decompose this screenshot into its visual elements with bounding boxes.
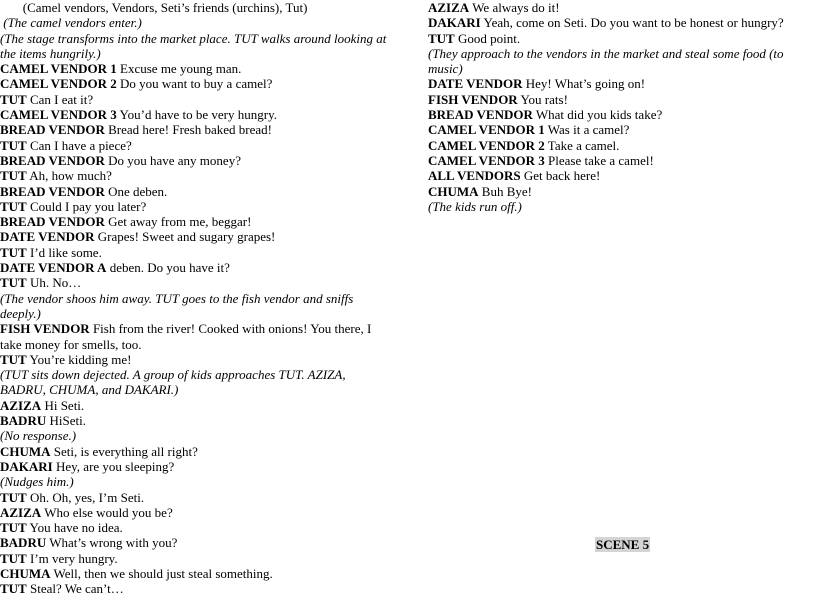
dialogue-text: deben. Do you have it? [106,260,230,276]
dialogue-line [428,76,808,91]
speaker-name: AZIZA [0,397,42,413]
dialogue-text: Was it a camel? [544,122,630,138]
dialogue-text: Can I eat it? [26,91,94,107]
dialogue-text: What did you kids take? [532,107,663,123]
dialogue-line [0,214,392,229]
speaker-name: ALL VENDORS [428,168,521,184]
speaker-name: AZIZA [428,0,470,15]
dialogue-line [0,444,392,459]
stage-direction: (The camel vendors enter.) [0,15,142,31]
dialogue-text: We always do it! [469,0,560,15]
dialogue-text: Uh. No… [26,275,82,291]
speaker-name: BREAD VENDOR [0,183,105,199]
dialogue-text: Hey, are you sleeping? [52,458,175,474]
speaker-name: CHUMA [0,443,51,459]
dialogue-line [428,31,808,46]
dialogue-line [428,168,808,183]
speaker-name: AZIZA [0,504,42,520]
dialogue-line [0,76,392,91]
dialogue-line [0,581,392,596]
dialogue-text: What’s wrong with you? [46,535,178,551]
speaker-name: DAKARI [428,15,481,31]
dialogue-line [428,92,808,107]
dialogue-text: You’re kidding me! [26,351,132,367]
dialogue-line [0,168,392,183]
dialogue-text: Excuse me young man. [116,61,242,77]
speaker-name: TUT [0,137,27,153]
cast-list: (Camel vendors, Vendors, Seti’s friends (urchins), Tut) [0,0,308,15]
speaker-name: CAMEL VENDOR 2 [0,76,117,92]
dialogue-line [428,0,808,15]
dialogue-text: Fish from the river! Cooked with onions! You there, I take money for smells, too. [0,321,372,352]
stage-direction: (The stage transforms into the market place. TUT walks around looking at the items hungrily.) [0,30,390,61]
dialogue-line [428,184,808,199]
dialogue-text: Grapes! Sweet and sugary grapes! [94,229,276,245]
stage-direction: (The kids run off.) [428,198,522,214]
dialogue-text: Buh Bye! [478,183,532,199]
dialogue-text: Please take a camel! [544,152,654,168]
dialogue-text: Oh. Oh, yes, I’m Seti. [26,489,145,505]
stage-direction: (Nudges him.) [0,474,74,490]
speaker-name: BREAD VENDOR [0,214,105,230]
stage-direction: (No response.) [0,428,77,444]
dialogue-line [428,153,808,168]
dialogue-line [0,275,392,290]
stage-direction: (The vendor shoos him away. TUT goes to the fish vendor and sniffs deeply.) [0,290,357,321]
dialogue-line [0,61,392,76]
scene-heading: SCENE 5 [596,537,650,552]
dialogue-text: I’d like some. [26,244,102,260]
script-column-left [0,0,392,597]
speaker-name: TUT [0,244,27,260]
speaker-name: TUT [0,550,27,566]
dialogue-text: I’m very hungry. [26,550,118,566]
dialogue-line [0,459,392,474]
dialogue-line [0,229,392,244]
speaker-name: CAMEL VENDOR 1 [0,61,117,77]
dialogue-text: Ah, how much? [26,168,112,184]
dialogue-line [0,321,392,352]
dialogue-line [0,184,392,199]
speaker-name: DATE VENDOR [428,76,523,92]
dialogue-text: Do you want to buy a camel? [116,76,273,92]
speaker-name: FISH VENDOR [428,91,518,107]
dialogue-text: Good point. [454,30,521,46]
speaker-name: DATE VENDOR A [0,260,107,276]
dialogue-line [0,199,392,214]
dialogue-text: Get away from me, beggar! [104,214,252,230]
dialogue-line [0,413,392,428]
dialogue-text: Yeah, come on Seti. Do you want to be honest or hungry? [480,15,784,31]
speaker-name: TUT [428,30,455,46]
dialogue-text: Take a camel. [544,137,620,153]
speaker-name: BREAD VENDOR [0,152,105,168]
speaker-name: CHUMA [428,183,479,199]
speaker-name: TUT [0,489,27,505]
speaker-name: TUT [0,168,27,184]
dialogue-line [0,138,392,153]
dialogue-text: HiSeti. [46,413,86,429]
stage-direction: (They approach to the vendors in the market and steal some food (to music) [428,45,787,77]
dialogue-line [0,520,392,535]
speaker-name: TUT [0,198,27,214]
speaker-name: FISH VENDOR [0,321,90,337]
dialogue-text: Bread here! Fresh baked bread! [104,122,272,138]
speaker-name: CAMEL VENDOR 1 [428,122,545,138]
speaker-name: BREAD VENDOR [428,107,533,123]
speaker-name: TUT [0,520,27,536]
dialogue-line [0,535,392,550]
dialogue-line [0,122,392,137]
speaker-name: TUT [0,91,27,107]
speaker-name: TUT [0,581,27,597]
dialogue-line [0,505,392,520]
speaker-name: CAMEL VENDOR 3 [0,107,117,123]
dialogue-text: You’d have to be very hungry. [116,107,277,123]
dialogue-line [0,398,392,413]
dialogue-line [428,138,808,153]
speaker-name: CAMEL VENDOR 3 [428,152,545,168]
speaker-name: DATE VENDOR [0,229,95,245]
stage-direction: (TUT sits down dejected. A group of kids approaches TUT. AZIZA, BADRU, CHUMA, and DAKARI.) [0,367,349,398]
dialogue-text: Can I have a piece? [26,137,132,153]
dialogue-text: Seti, is everything all right? [50,443,198,459]
dialogue-line [0,551,392,566]
dialogue-text: You have no idea. [26,520,123,536]
dialogue-line [0,566,392,581]
dialogue-line [428,107,808,122]
speaker-name: TUT [0,275,27,291]
speaker-name: CAMEL VENDOR 2 [428,137,545,153]
dialogue-line [428,15,808,30]
dialogue-line [0,153,392,168]
speaker-name: CHUMA [0,565,51,581]
dialogue-text: Get back here! [520,168,601,184]
dialogue-text: Who else would you be? [41,504,173,520]
dialogue-line [428,122,808,137]
dialogue-line [0,107,392,122]
dialogue-text: Steal? We can’t… [26,581,124,597]
dialogue-text: You rats! [517,91,568,107]
dialogue-line [0,245,392,260]
speaker-name: BADRU [0,535,47,551]
dialogue-text: Could I pay you later? [26,198,147,214]
dialogue-text: Do you have any money? [104,152,241,168]
dialogue-line [0,490,392,505]
dialogue-text: One deben. [104,183,168,199]
dialogue-text: Hi Seti. [41,397,85,413]
script-column-right [428,0,808,214]
speaker-name: DAKARI [0,458,53,474]
dialogue-text: Well, then we should just steal something. [50,565,273,581]
dialogue-text: Hey! What’s going on! [522,76,646,92]
dialogue-line [0,352,392,367]
speaker-name: BREAD VENDOR [0,122,105,138]
dialogue-line [0,92,392,107]
dialogue-line [0,260,392,275]
speaker-name: TUT [0,351,27,367]
speaker-name: BADRU [0,413,47,429]
